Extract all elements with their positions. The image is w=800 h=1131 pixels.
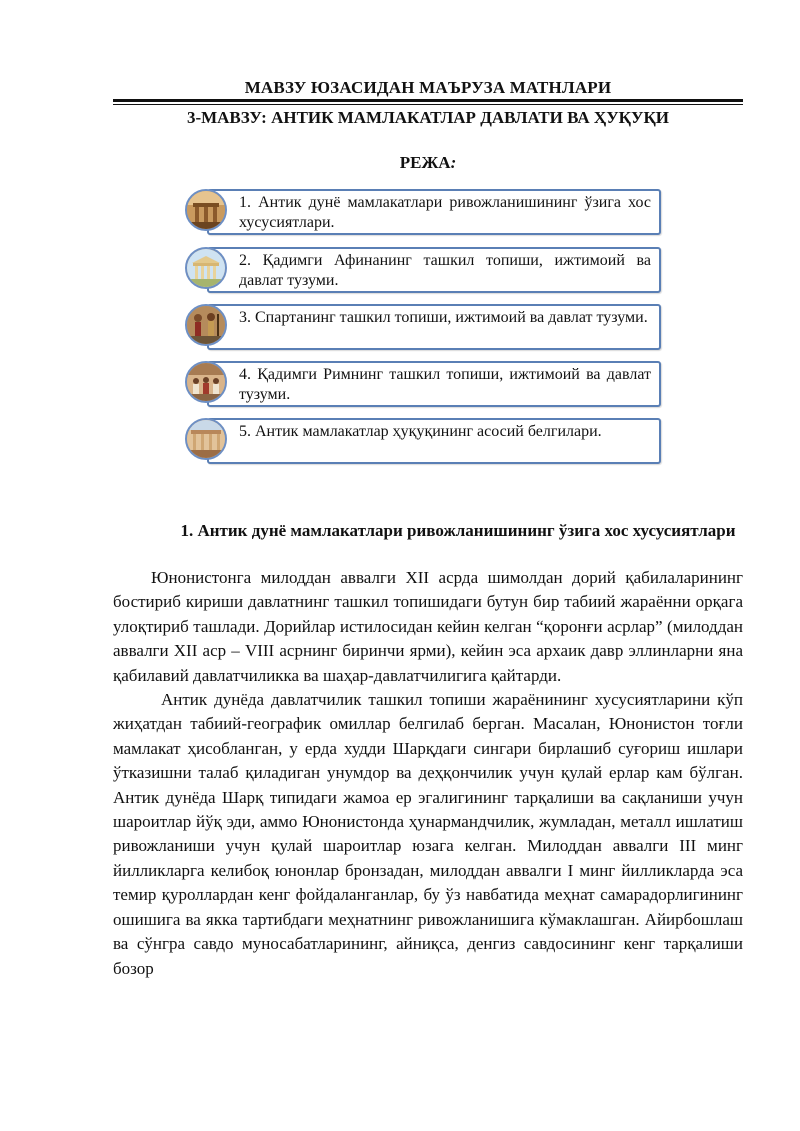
section-body (113, 566, 743, 981)
header-rule-thick (113, 99, 743, 102)
roman-forum-icon (185, 418, 227, 460)
spartan-warriors-icon (185, 304, 227, 346)
plan-item-text: 4. Қадимги Римнинг ташкил топиши, ижтимоий ва давлат тузуми. (207, 361, 661, 407)
plan-item-text: 3. Спартанинг ташкил топиши, ижтимоий ва давлат тузуми. (207, 304, 661, 350)
plan-item (185, 361, 651, 407)
roman-senate-icon (185, 361, 227, 403)
page-header-title: МАВЗУ ЮЗАСИДАН МАЪРУЗА МАТНЛАРИ (244, 78, 612, 97)
plan-item (185, 247, 651, 293)
parthenon-icon (185, 247, 227, 289)
paragraph: Антик дунёда давлатчилик ташкил топиши жараёнининг хусусиятларини кўп жиҳатдан табиий-географик омиллар белгилаб берган. Масалан, Юнонистон тоғли мамлакат ҳисобланган, у ерда худди Шарқдаги сингари бирлашиб суғориш ишлари ўтказишни талаб қиладиган унумдор ва деҳқончилик учун қулай ерлар кам бўлган. Антик дунёда Шарқ типидаги жамоа ер эгалигининг тарқалиши ва сақланиши учун шароитлар йўқ эди, аммо Юнонистонда ҳунармандчилик, жумладан, металл ишлатиш ривожланиши учун қулай шароитлар юзага келган. Милоддан аввалги III минг йилликларга келибоқ юнонлар бронзадан, милоддан аввалги I минг йилликларда эса темир қуроллардан кенг фойдаланганлар, бу ўз навбатида меҳнат самарадорлигининг ошишига ва якка тартибдаги меҳнатнинг ривожланишига кўмаклашган. Айирбошлаш ва сўнгра савдо муносабатларининг, айниқса, денгиз савдосининг кенг тарқалиши бозор (113, 690, 743, 978)
plan-item-text: 2. Қадимги Афинанинг ташкил топиши, ижтимоий ва давлат тузуми. (207, 247, 661, 293)
temple-ruins-icon (185, 189, 227, 231)
topic-title: 3-МАВЗУ: АНТИК МАМЛАКАТЛАР ДАВЛАТИ ВА ҲУҚУҚИ (186, 108, 670, 127)
paragraph: Юнонистонга милоддан аввалги XII асрда шимолдан дорий қабилаларининг бостириб кириши давлатнинг ташкил топишидаги бутун бир табиий жараённи орқага улоқтириб ташлади. Дорийлар истилосидан кейин келган “қоронғи асрлар” (милоддан аввалги XII аср – VIII асрнинг биринчи ярми), кейин эса архаик давр эллинларни яна қабилавий давлатчиликка ва шаҳар-давлатчилигига қайтарди. (113, 568, 743, 685)
section-title: 1. Антик дунё мамлакатлари ривожланишининг ўзига хос хусусиятлари (180, 521, 736, 540)
header-rule-thin (113, 104, 743, 105)
plan-title: РЕЖА: (399, 153, 457, 172)
plan-item (185, 189, 651, 235)
plan-item-text: 5. Антик мамлакатлар ҳуқуқининг асосий белгилари. (207, 418, 661, 464)
plan-item-text: 1. Антик дунё мамлакатлари ривожланишининг ўзига хос хусусиятлари. (207, 189, 661, 235)
plan-item (185, 304, 648, 350)
plan-item (185, 418, 643, 464)
